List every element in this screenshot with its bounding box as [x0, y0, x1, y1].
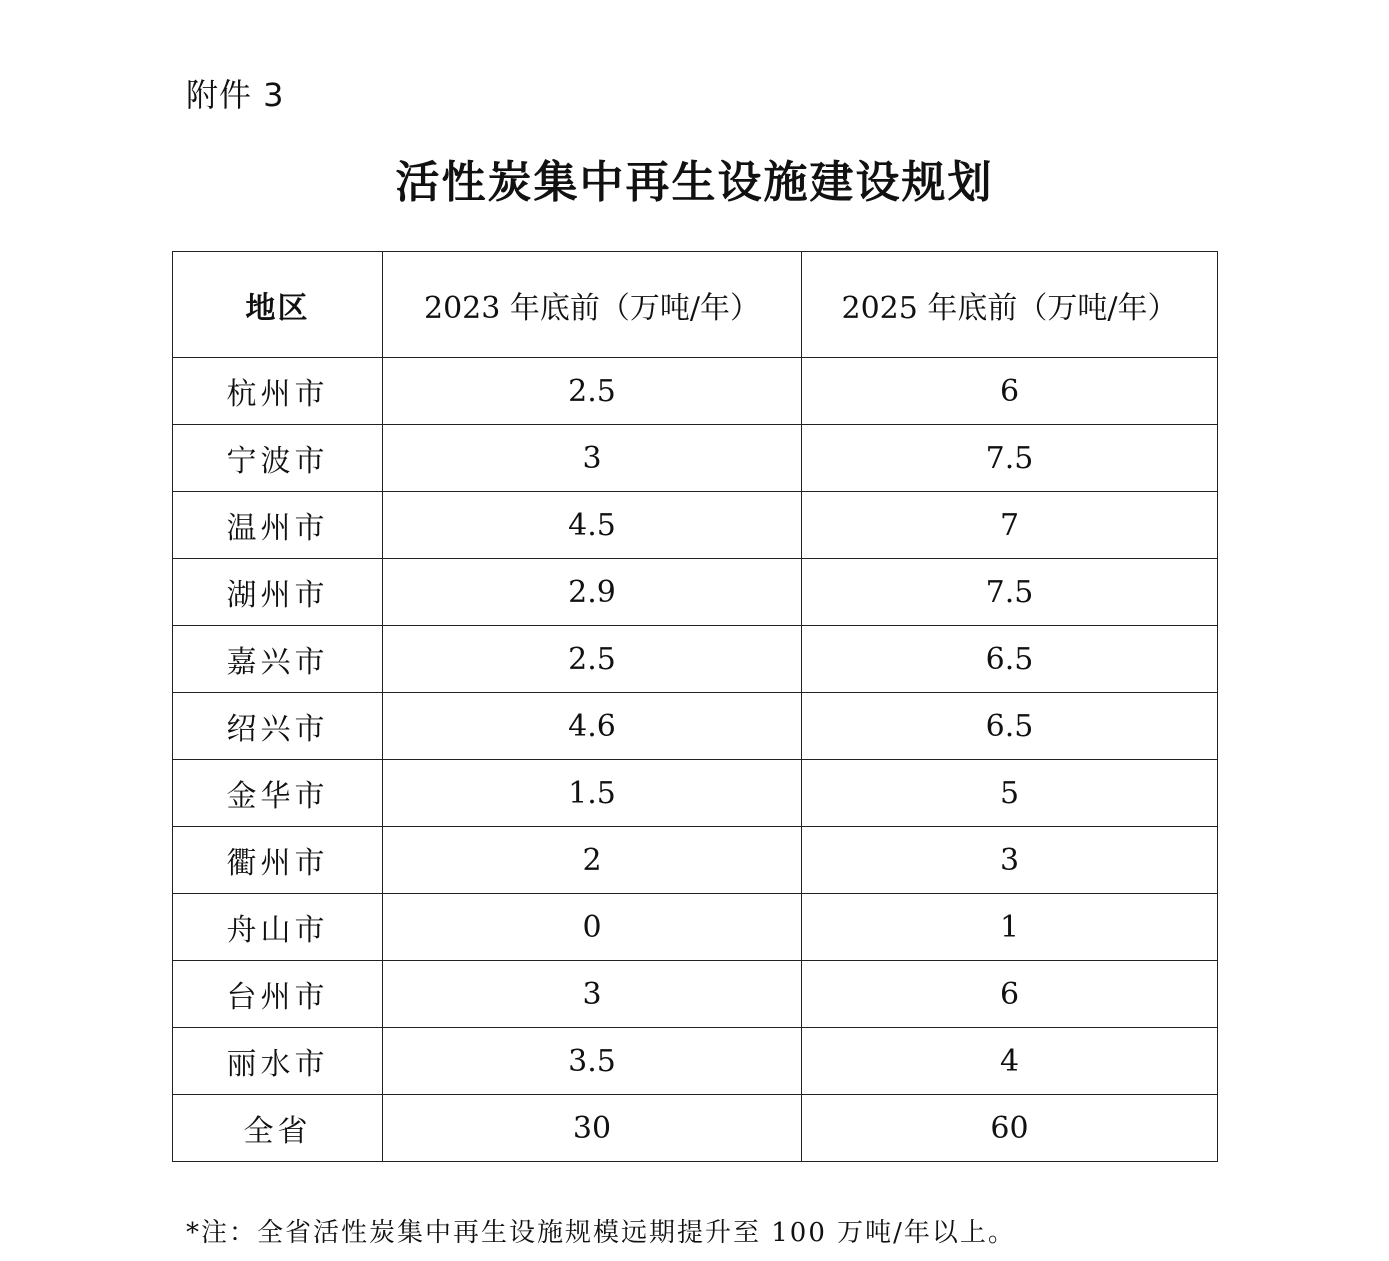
header-region: 地区	[173, 252, 383, 358]
table-row	[173, 961, 1218, 1028]
cell-region: 舟山市	[173, 894, 383, 961]
cell-region: 金华市	[173, 760, 383, 827]
table-row	[173, 492, 1218, 559]
cell-2023: 2.9	[383, 559, 802, 626]
header-2025: 2025 年底前（万吨/年）	[802, 252, 1218, 358]
cell-2023: 2.5	[383, 626, 802, 693]
cell-2025: 60	[802, 1095, 1218, 1162]
cell-2025: 5	[802, 760, 1218, 827]
cell-2025: 6	[802, 961, 1218, 1028]
cell-region: 台州市	[173, 961, 383, 1028]
cell-2025: 7	[802, 492, 1218, 559]
cell-2023: 1.5	[383, 760, 802, 827]
table-row	[173, 626, 1218, 693]
cell-2023: 0	[383, 894, 802, 961]
cell-2023: 4.5	[383, 492, 802, 559]
cell-2025: 7.5	[802, 425, 1218, 492]
table-row	[173, 1028, 1218, 1095]
cell-2023: 2.5	[383, 358, 802, 425]
cell-region: 丽水市	[173, 1028, 383, 1095]
cell-region: 全省	[173, 1095, 383, 1162]
table-header-row	[173, 252, 1218, 358]
attachment-label: 附件 3	[186, 76, 285, 114]
cell-2025: 3	[802, 827, 1218, 894]
cell-2025: 6.5	[802, 626, 1218, 693]
cell-2025: 4	[802, 1028, 1218, 1095]
table-row	[173, 425, 1218, 492]
header-2023: 2023 年底前（万吨/年）	[383, 252, 802, 358]
cell-region: 温州市	[173, 492, 383, 559]
cell-2023: 3.5	[383, 1028, 802, 1095]
cell-2025: 6.5	[802, 693, 1218, 760]
cell-2023: 2	[383, 827, 802, 894]
cell-2025: 6	[802, 358, 1218, 425]
table-row	[173, 358, 1218, 425]
cell-region: 嘉兴市	[173, 626, 383, 693]
cell-2023: 4.6	[383, 693, 802, 760]
planning-table	[172, 251, 1218, 1162]
cell-region: 杭州市	[173, 358, 383, 425]
table-row	[173, 559, 1218, 626]
footnote: *注：全省活性炭集中再生设施规模远期提升至 100 万吨/年以上。	[186, 1218, 1016, 1248]
cell-region: 宁波市	[173, 425, 383, 492]
cell-region: 衢州市	[173, 827, 383, 894]
cell-2023: 30	[383, 1095, 802, 1162]
cell-2023: 3	[383, 961, 802, 1028]
table-row	[173, 894, 1218, 961]
cell-2025: 1	[802, 894, 1218, 961]
table-row-total	[173, 1095, 1218, 1162]
cell-region: 湖州市	[173, 559, 383, 626]
cell-region: 绍兴市	[173, 693, 383, 760]
cell-2025: 7.5	[802, 559, 1218, 626]
table-row	[173, 693, 1218, 760]
document-title: 活性炭集中再生设施建设规划	[395, 157, 994, 208]
cell-2023: 3	[383, 425, 802, 492]
table-row	[173, 827, 1218, 894]
table-row	[173, 760, 1218, 827]
